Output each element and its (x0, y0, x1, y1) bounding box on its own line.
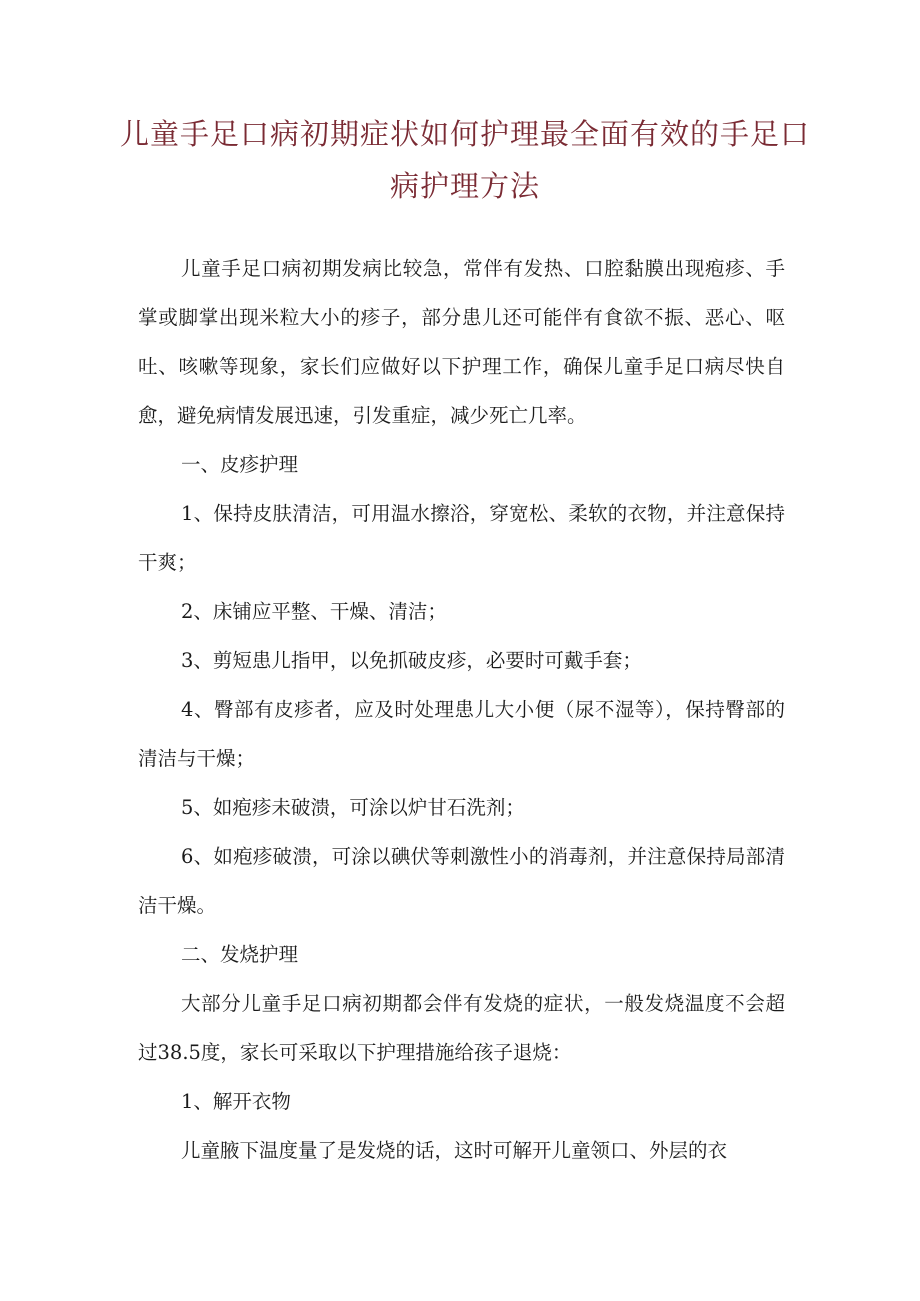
list-item: 3、剪短患儿指甲，以免抓破皮疹，必要时可戴手套； (181, 649, 642, 672)
list-item: 6、如疱疹破溃，可涂以碘伏等刺激性小的消毒剂，并注意保持局部清洁干燥。 (138, 845, 785, 917)
list-item: 4、臀部有皮疹者，应及时处理患儿大小便（尿不湿等），保持臀部的清洁与干燥； (138, 698, 785, 770)
list-item: 1、保持皮肤清洁，可用温水擦浴，穿宽松、柔软的衣物，并注意保持干爽； (138, 502, 785, 574)
heading-fever-care: 二、发烧护理 (181, 943, 299, 966)
list-item: 5、如疱疹未破溃，可涂以炉甘石洗剂； (181, 796, 525, 819)
list-item: 1、解开衣物 (181, 1090, 291, 1113)
paragraph-fever-intro: 大部分儿童手足口病初期都会伴有发烧的症状，一般发烧温度不会超过38.5度，家长可采取以下护理措施给孩子退烧： (138, 992, 785, 1064)
document-title: 儿童手足口病初期症状如何护理最全面有效的手足口病护理方法 (120, 117, 811, 203)
document-body (138, 244, 785, 1175)
paragraph-intro: 儿童手足口病初期发病比较急，常伴有发热、口腔黏膜出现疱疹、手掌或脚掌出现米粒大小的疹子，部分患儿还可能伴有食欲不振、恶心、呕吐、咳嗽等现象，家长们应做好以下护理工作，确保儿童手足口病尽快自愈，避免病情发展迅速，引发重症，减少死亡几率。 (138, 257, 785, 427)
heading-rash-care: 一、皮疹护理 (181, 453, 299, 476)
paragraph-fever-detail: 儿童腋下温度量了是发烧的话，这时可解开儿童领口、外层的衣 (181, 1139, 728, 1162)
list-item: 2、床铺应平整、干燥、清洁； (181, 600, 447, 623)
